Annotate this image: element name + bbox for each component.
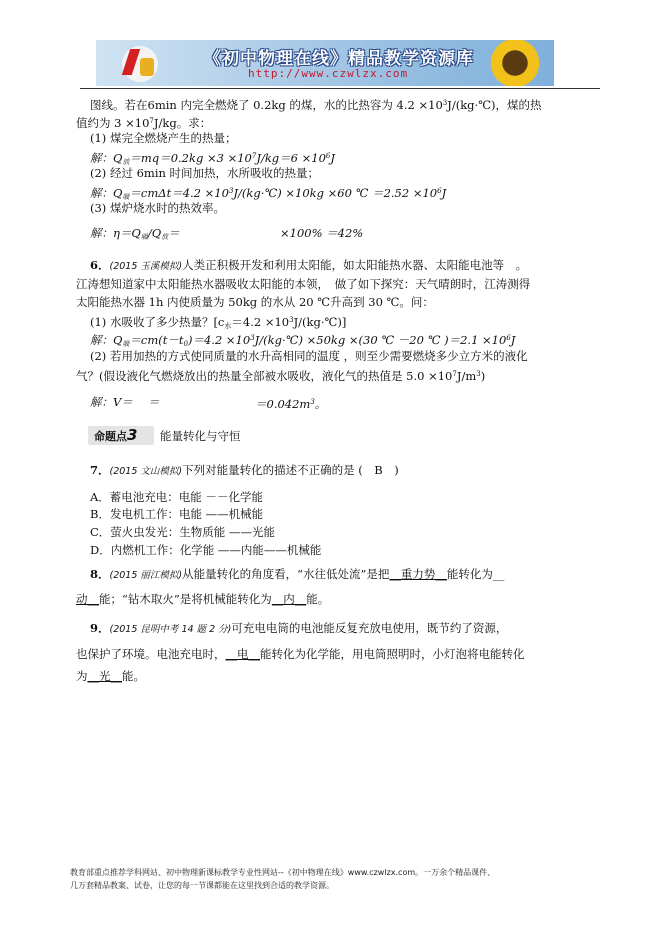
text-line: 太阳能热水器 1h 内使质量为 50kg 的水从 20 ℃升高到 30 ℃。问：: [76, 295, 434, 309]
text-line: 也保护了环境。电池充电时，__电__能转化为化学能，用电筒照明时，小灯泡将电能转化: [76, 647, 525, 661]
banner-title: 《初中物理在线》精品教学资源库: [204, 49, 474, 69]
text-line: 动__能；“钻木取火”是将机械能转化为__内__能。: [76, 592, 330, 606]
section-badge: 命题点3: [88, 426, 154, 445]
solution-1: 解：$Q_放=mq=0.2kg \times 3 \times 10^7J/kg=6 \times 10^6J$: [90, 151, 335, 166]
sunflower-icon: [486, 40, 544, 86]
problem-6-question-2: (2) 若用加热的方式使同质量的水升高相同的温度 ，则至少需要燃烧多少立方米的液化: [90, 349, 528, 363]
question-2: (2) 经过 6min 时间加热，水所吸收的热量；: [90, 166, 320, 180]
solution-3-result: ×100% ＝42%: [280, 226, 364, 240]
header-banner: [96, 40, 554, 86]
problem-6-solution-2-result: $=0.042m^3$。: [255, 397, 327, 411]
problem-6-solution-2: 解：V＝ ＝: [90, 395, 160, 409]
question-1: (1) 煤完全燃烧产生的热量；: [90, 131, 237, 145]
text-line: 为__光__能。: [76, 669, 145, 683]
option-a: A．蓄电池充电：电能 －－化学能: [90, 490, 263, 504]
problem-6-stem: 6．(2015 玉溪模拟)人类正积极开发和利用太阳能，如太阳能热水器、太阳能电池等 。: [90, 258, 528, 272]
logo-mark-yellow: [140, 58, 154, 76]
footer-line-1: 教育部重点推荐学科网站、初中物理新课标教学专业性网站--《初中物理在线》www.czwlzx.com。一万余个精品课件、: [70, 868, 496, 877]
option-d: D．内燃机工作：化学能 ——内能——机械能: [90, 543, 322, 557]
option-c: C．萤火虫发光：生物质能 ——光能: [90, 525, 275, 539]
banner-url[interactable]: http://www.czwlzx.com: [248, 67, 409, 80]
question-3: (3) 煤炉烧水时的热效率。: [90, 201, 225, 215]
solution-3: 解：$\eta=Q_吸/Q_放=$: [90, 226, 180, 241]
text-line: 气？(假设液化气燃烧放出的热量全部被水吸收，液化气的热值是 $5.0 \times 10^7J/m^3$): [76, 369, 486, 383]
header-divider: [80, 88, 600, 89]
text-line: 图线。若在6min 内完全燃烧了 0.2kg 的煤，水的比热容为 $4.2 \times 10^3J/(kg\cdot℃)$，煤的热: [90, 98, 542, 112]
problem-6-solution-1: 解：$Q_吸=cm(t-t_0)=4.2$ $\times 10^3J/(kg\cdot℃) \times 50kg \times(30$ ℃ －20 ℃ )$=2.1 \times 10^6J$: [90, 333, 516, 348]
problem-8-stem: 8．(2015 丽江模拟)从能量转化的角度看，“水往低处流”是把__重力势__能转化为__: [90, 567, 505, 581]
problem-6-question-1: (1) 水吸收了多少热量？[$c_水=4.2$ $\times 10^3J/(kg\cdot℃)$]: [90, 315, 347, 330]
footer-line-2: 几万套精品教案、试卷，让您的每一节课都能在这里找到合适的教学资源。: [70, 881, 334, 890]
page-footer: [70, 866, 610, 892]
section-title: 能量转化与守恒: [160, 429, 241, 443]
solution-2: 解：$Q_吸=cm\Delta t=4.2$ $\times 10^3J/(kg\cdot℃) \times 10kg \times 60$ ℃ $=2.52 \times 10^6J$: [90, 186, 447, 201]
option-b: B．发电机工作：电能 ——机械能: [90, 507, 264, 521]
problem-9-stem: 9．(2015 昆明中考 14 题 2 分)可充电电筒的电池能反复充放电使用，既节约了资源，: [90, 621, 508, 635]
text-line: 值约为 $3 \times 10^7J/kg$。求：: [76, 116, 212, 130]
text-line: 江涛想知道家中太阳能热水器吸收太阳能的本领， 做了如下探究：天气晴朗时，江涛测得: [76, 277, 531, 291]
problem-7-stem: 7．(2015 文山模拟)下列对能量转化的描述不正确的是 ( B ): [90, 463, 399, 477]
